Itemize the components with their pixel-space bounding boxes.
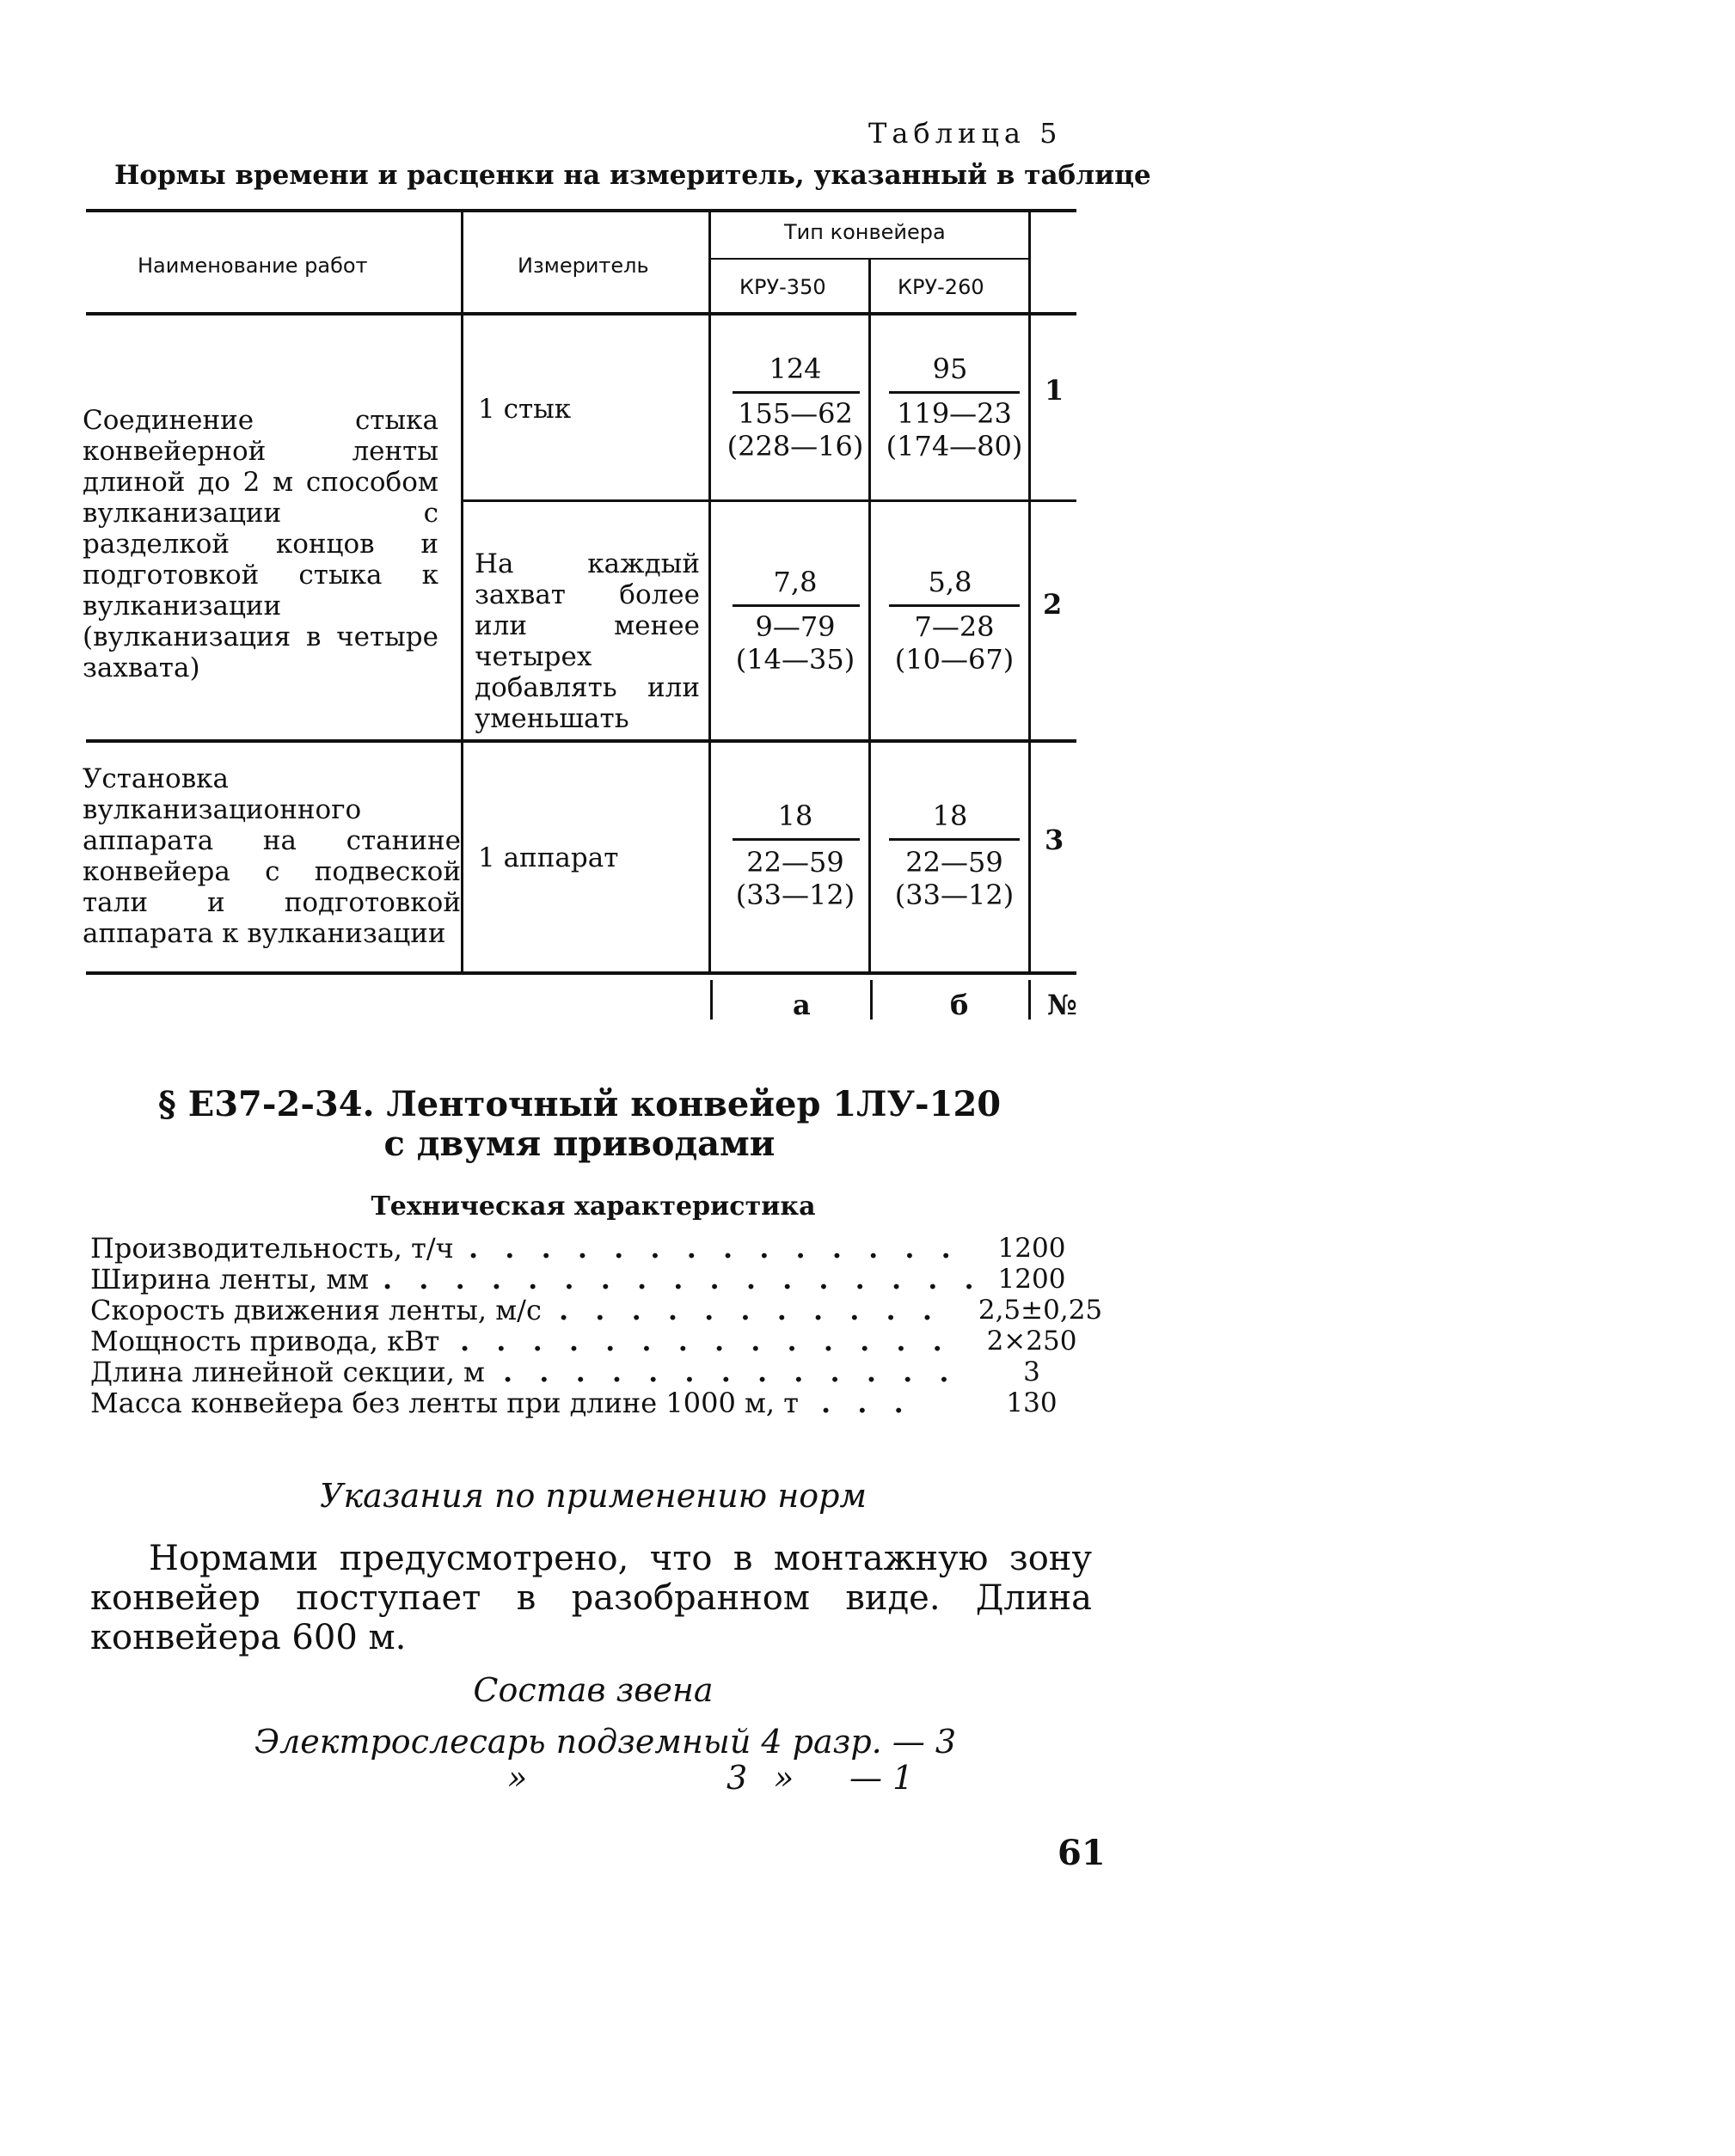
header-conveyor-type: Тип конвейера — [784, 220, 946, 244]
spec-value: 130 — [1006, 1387, 1058, 1418]
row3-kru350-fraction-bar — [733, 838, 860, 841]
row3-unit: 1 аппарат — [478, 842, 619, 873]
row1-unit: 1 стык — [478, 394, 572, 425]
spec-label: Масса конвейера без ленты при длине 1000 м, т — [90, 1387, 799, 1419]
spec-leader-dots: . . . . . . . . . . . . . — [503, 1356, 958, 1388]
footer-divider-2 — [870, 980, 873, 1020]
crew-line-2-grade: 3 — [726, 1759, 748, 1797]
spec-leader-dots: . . . . . . . . . . . . . . — [460, 1325, 951, 1357]
spec-label: Скорость движения ленты, м/с — [90, 1294, 542, 1326]
row3-number: 3 — [1045, 824, 1064, 856]
row1-number: 1 — [1045, 374, 1064, 407]
spec-leader-dots: . . . . . . . . . . . . . . — [469, 1232, 959, 1265]
section-title-line1: § Е37-2-34. Ленточный конвейер 1ЛУ-120 — [157, 1084, 1002, 1124]
crew-line-2-ditto-2: » — [774, 1759, 794, 1797]
row2-kru260-norm: 5,8 — [928, 566, 972, 598]
work-description-apparatus: Установка вулканизационного аппарата на станине конвейера с подвеской тали и подготовкой аппарата к вулканизации — [83, 763, 461, 949]
header-work-name: Наименование работ — [138, 254, 368, 278]
row1-kru350-norm: 124 — [769, 352, 822, 385]
row1-kru350-cost-alt: (228—16) — [726, 430, 864, 462]
row2-number: 2 — [1043, 588, 1063, 621]
table-number: Таблица 5 — [868, 117, 1063, 150]
header-kru260: КРУ-260 — [898, 275, 984, 299]
spec-label: Ширина ленты, мм — [90, 1263, 370, 1295]
header-kru350: КРУ-350 — [739, 275, 826, 299]
row1-kru260-cost-alt: (174—80) — [886, 430, 1023, 462]
row2-kru350-fraction-bar — [733, 604, 860, 607]
spec-label: Мощность привода, кВт — [90, 1325, 440, 1357]
row2-kru350-norm: 7,8 — [773, 566, 818, 598]
row1-kru350-cost: 155—62 — [738, 397, 853, 430]
row2-kru350-cost: 9—79 — [755, 610, 836, 643]
crew-line-2-ditto-1: » — [507, 1759, 528, 1797]
footer-divider-3 — [1028, 980, 1031, 1020]
spec-leader-dots: . . . — [821, 1387, 912, 1419]
table-bottom-rule — [86, 971, 1076, 975]
spec-list — [90, 1232, 1103, 1419]
header-bottom-rule — [86, 312, 1076, 315]
row3-kru260-norm: 18 — [932, 799, 968, 832]
row1-kru260-norm: 95 — [932, 352, 968, 385]
work-description-joint: Соединение стыка конвейерной ленты длиной до 2 м способом вулканизации с разделкой концов и подготовкой стыка к вулканизации (вулканизация в четыре захвата) — [83, 405, 438, 683]
spec-leader-dots: . . . . . . . . . . . . . . . . . — [383, 1263, 983, 1295]
row1-bottom-rule — [461, 499, 1076, 502]
row3-kru260-cost: 22—59 — [905, 846, 1003, 879]
row1-kru260-fraction-bar — [889, 391, 1020, 394]
col-divider-3 — [868, 258, 871, 971]
row1-kru260-cost: 119—23 — [897, 397, 1012, 430]
spec-row — [90, 1325, 1077, 1357]
spec-row — [90, 1294, 1103, 1326]
row3-kru260-cost-alt: (33—12) — [894, 879, 1015, 911]
crew-title: Состав звена — [473, 1671, 714, 1709]
instructions-title: Указания по применению норм — [320, 1477, 867, 1515]
page-number: 61 — [1058, 1833, 1106, 1873]
row3-kru350-cost-alt: (33—12) — [735, 879, 855, 911]
crew-line-1: Электрослесарь подземный 4 разр. — 3 — [254, 1723, 957, 1761]
footer-col-b: б — [950, 989, 969, 1021]
spec-value: 2,5±0,25 — [978, 1295, 1103, 1326]
row2-kru260-cost-alt: (10—67) — [894, 643, 1015, 676]
spec-row — [90, 1232, 1066, 1265]
row2-bottom-rule — [86, 739, 1076, 743]
spec-value: 1200 — [997, 1233, 1066, 1264]
row2-kru260-cost: 7—28 — [914, 610, 995, 643]
crew-line-2-count: — 1 — [849, 1759, 914, 1797]
col-divider-2 — [708, 212, 711, 971]
spec-leader-dots: . . . . . . . . . . . — [559, 1294, 941, 1326]
footer-col-a: а — [793, 989, 811, 1021]
table-top-rule — [86, 209, 1076, 212]
tech-spec-title: Техническая характеристика — [371, 1191, 816, 1222]
footer-divider-1 — [710, 980, 713, 1020]
row2-unit: На каждый захват более или менее четырех добавлять или уменьшать — [475, 548, 700, 734]
row2-kru350-cost-alt: (14—35) — [735, 643, 855, 676]
footer-col-no: № — [1047, 989, 1077, 1021]
spec-value: 1200 — [997, 1264, 1066, 1295]
spec-label: Производительность, т/ч — [90, 1232, 454, 1265]
row3-kru350-norm: 18 — [777, 799, 813, 832]
table-title: Нормы времени и расценки на измеритель, указанный в таблице — [114, 160, 1151, 191]
spec-row — [90, 1387, 1058, 1419]
row2-kru260-fraction-bar — [889, 604, 1020, 607]
col-divider-1 — [461, 212, 463, 971]
spec-value: 2×250 — [986, 1326, 1077, 1357]
spec-value: 3 — [1023, 1357, 1040, 1387]
row1-kru350-fraction-bar — [733, 391, 860, 394]
spec-row — [90, 1357, 1053, 1387]
row3-kru350-cost: 22—59 — [746, 846, 844, 879]
spec-label: Длина линейной секции, м — [90, 1356, 485, 1388]
spec-row — [90, 1263, 1066, 1295]
section-title-line2: с двумя приводами — [383, 1124, 776, 1164]
instructions-text: Нормами предусмотрено, что в монтажную зону конвейер поступает в разобранном виде. Длина конвейера 600 м. — [90, 1539, 1092, 1657]
header-unit: Измеритель — [518, 254, 649, 278]
row3-kru260-fraction-bar — [889, 838, 1020, 841]
